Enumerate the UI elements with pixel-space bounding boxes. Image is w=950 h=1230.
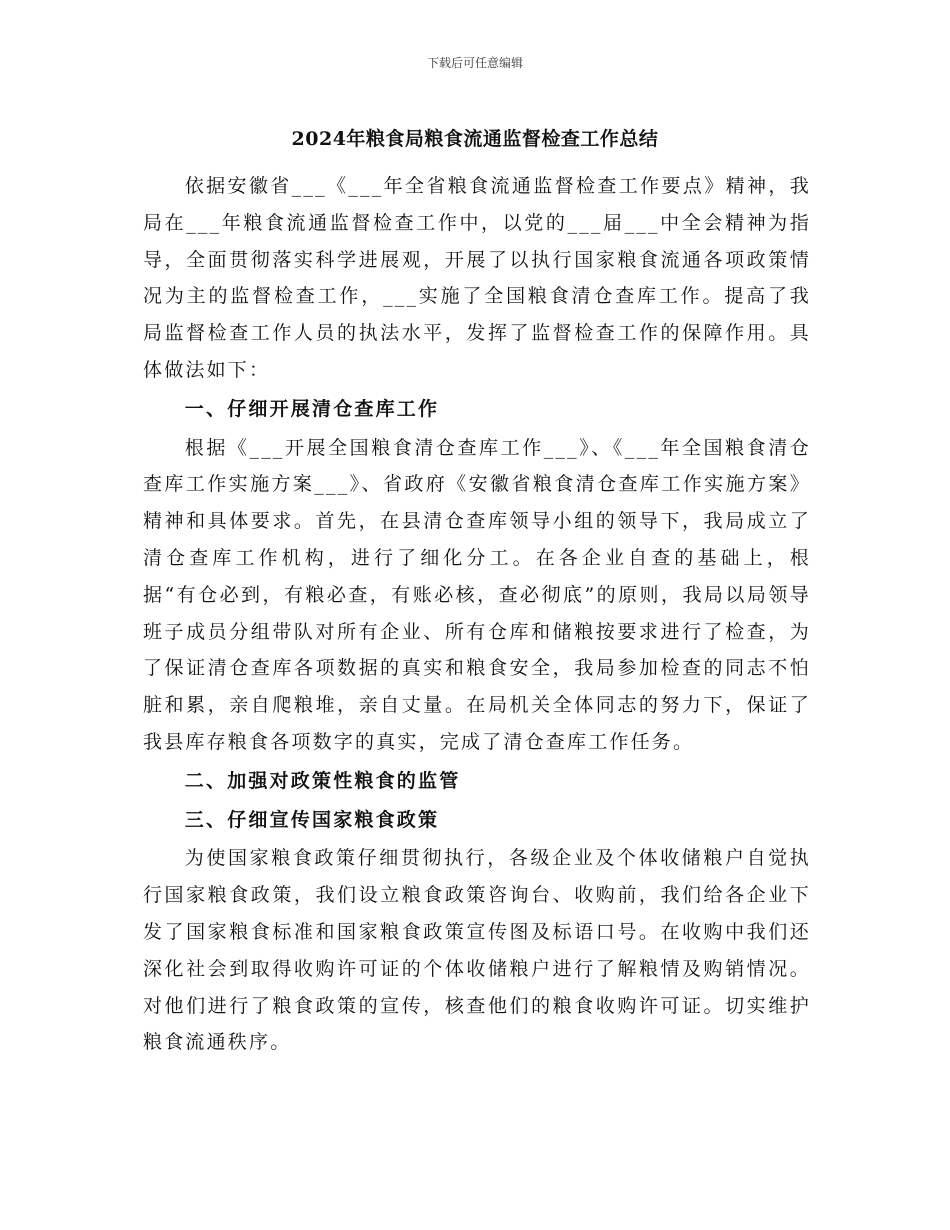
section-heading-1: 一、仔细开展清仓查库工作 xyxy=(184,397,440,420)
document-title: 2024年粮食局粮食流通监督检查工作总结 xyxy=(291,128,659,150)
section-1-paragraph: 根据《___开展全国粮食清仓查库工作___》、《___年全国粮食清仓查库工作实施方案___》、省政府《安徽省粮食清仓查库工作实施方案》精神和具体要求。首先，在县清仓查库领导小组的领导下，我局成立了清仓查库工作机构，进行了细化分工。在各企业自查的基础上，根据“有仓必到，有粮必查，有账必核，查必彻底”的原则，我局以局领导班子成员分组带队对所有企业、所有仓库和储粮按要求进行了检查，为了保证清仓查库各项数据的真实和粮食安全，我局参加检查的同志不怕脏和累，亲自爬粮堆，亲自丈量。在局机关全体同志的努力下，保证了我县库存粮食各项数字的真实，完成了清仓查库工作任务。 xyxy=(143,436,811,753)
section-3-paragraph: 为使国家粮食政策仔细贯彻执行，各级企业及个体收储粮户自觉执行国家粮食政策，我们设立粮食政策咨询台、收购前，我们给各企业下发了国家粮食标准和国家粮食政策宣传图及标语口号。在收购中我们还深化社会到取得收购许可证的个体收储粮户进行了解粮情及购销情况。对他们进行了粮食政策的宣传，核查他们的粮食收购许可证。切实维护粮食流通秩序。 xyxy=(143,847,811,1054)
document-body xyxy=(143,168,811,1061)
section-heading-2: 二、加强对政策性粮食的监管 xyxy=(184,769,461,792)
section-heading-3: 三、仔细宣传国家粮食政策 xyxy=(184,808,440,831)
intro-paragraph: 依据安徽省___《___年全省粮食流通监督检查工作要点》精神，我局在___年粮食流通监督检查工作中，以党的___届___中全会精神为指导，全面贯彻落实科学进展观，开展了以执行国家粮食流通各项政策情况为主的监督检查工作，___实施了全国粮食清仓查库工作。提高了我局监督检查工作人员的执法水平，发挥了监督检查工作的保障作用。具体做法如下： xyxy=(143,175,811,381)
page-header: 下载后可任意编辑 xyxy=(426,56,523,70)
